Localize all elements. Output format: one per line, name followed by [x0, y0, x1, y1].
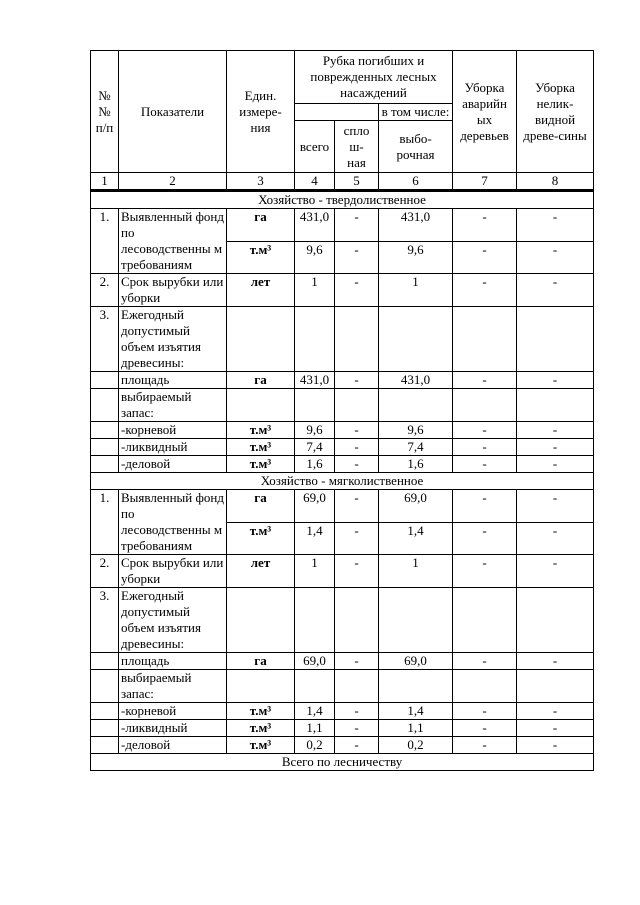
cell-clear-cut [335, 389, 379, 422]
cell-selective [379, 307, 453, 372]
section-title: Хозяйство - мягколиственное [91, 473, 594, 490]
header-selective: выбо- рочная [379, 121, 453, 173]
cell-illiquid [517, 307, 594, 372]
table-row [91, 307, 594, 372]
cell-illiquid: - [517, 653, 594, 670]
cell-row-number: 1. [91, 490, 119, 555]
cell-unit: т.м³ [227, 720, 295, 737]
cell-unit [227, 588, 295, 653]
cell-clear-cut: - [335, 439, 379, 456]
cell-emergency: - [453, 737, 517, 754]
cell-illiquid: - [517, 737, 594, 754]
cell-row-number: 3. [91, 588, 119, 653]
cell-unit: т.м³ [227, 703, 295, 720]
cell-row-number [91, 720, 119, 737]
cell-emergency: - [453, 456, 517, 473]
cell-row-number [91, 372, 119, 389]
column-number: 1 [91, 173, 119, 191]
cell-total: 9,6 [295, 422, 335, 439]
cell-total [295, 588, 335, 653]
column-number: 4 [295, 173, 335, 191]
cell-indicator: площадь [119, 653, 227, 670]
cell-total: 431,0 [295, 209, 335, 242]
header-row-number: № № п/п [91, 51, 119, 173]
cell-indicator: -ликвидный [119, 439, 227, 456]
table-row [91, 209, 594, 242]
cell-illiquid: - [517, 439, 594, 456]
cell-selective: 9,6 [379, 422, 453, 439]
header-unit: Един. измере- ния [227, 51, 295, 173]
table-row [91, 422, 594, 439]
cell-clear-cut [335, 670, 379, 703]
cell-emergency: - [453, 274, 517, 307]
cell-clear-cut: - [335, 653, 379, 670]
cell-unit: т.м³ [227, 439, 295, 456]
table-row [91, 670, 594, 703]
cell-illiquid [517, 588, 594, 653]
cell-unit: т.м³ [227, 456, 295, 473]
cell-indicator: площадь [119, 372, 227, 389]
cell-illiquid: - [517, 209, 594, 242]
cell-selective: 69,0 [379, 653, 453, 670]
section-title: Хозяйство - твердолиственное [91, 191, 594, 209]
cell-unit: га [227, 490, 295, 523]
header-illiquid-wood-cleanup: Уборка нелик-видной древе-сины [517, 51, 594, 173]
cell-unit: т.м³ [227, 422, 295, 439]
cell-indicator: выбираемый запас: [119, 389, 227, 422]
cell-total [295, 670, 335, 703]
cell-row-number [91, 456, 119, 473]
cell-indicator: Срок вырубки или уборки [119, 555, 227, 588]
cell-indicator: Выявленный фонд по лесоводственны м требованиям [119, 490, 227, 555]
cell-selective [379, 670, 453, 703]
cell-unit: га [227, 653, 295, 670]
header-indicators: Показатели [119, 51, 227, 173]
cell-illiquid: - [517, 422, 594, 439]
cell-total: 1,1 [295, 720, 335, 737]
timber-harvest-table [90, 50, 594, 771]
cell-clear-cut: - [335, 555, 379, 588]
cell-clear-cut: - [335, 209, 379, 242]
table-row [91, 555, 594, 588]
cell-row-number [91, 653, 119, 670]
header-total: всего [295, 121, 335, 173]
cell-clear-cut: - [335, 720, 379, 737]
table-row [91, 737, 594, 754]
cell-row-number: 1. [91, 209, 119, 274]
cell-indicator: -корневой [119, 703, 227, 720]
cell-indicator: -деловой [119, 456, 227, 473]
cell-indicator: -деловой [119, 737, 227, 754]
footer-title: Всего по лесничеству [91, 754, 594, 771]
cell-indicator: Ежегодный допустимый объем изъятия древесины: [119, 588, 227, 653]
cell-row-number [91, 389, 119, 422]
cell-illiquid: - [517, 720, 594, 737]
cell-clear-cut: - [335, 274, 379, 307]
cell-selective: 431,0 [379, 372, 453, 389]
cell-emergency [453, 670, 517, 703]
cell-emergency [453, 588, 517, 653]
cell-selective [379, 588, 453, 653]
cell-emergency [453, 389, 517, 422]
cell-emergency: - [453, 439, 517, 456]
cell-emergency: - [453, 209, 517, 242]
cell-total: 1,6 [295, 456, 335, 473]
table-row [91, 490, 594, 523]
cell-illiquid: - [517, 372, 594, 389]
cell-selective: 1,1 [379, 720, 453, 737]
cell-emergency: - [453, 703, 517, 720]
column-number: 2 [119, 173, 227, 191]
cell-row-number [91, 439, 119, 456]
header-spacer [295, 104, 379, 121]
column-number: 8 [517, 173, 594, 191]
cell-selective: 1,4 [379, 703, 453, 720]
header-emergency-trees-cleanup: Уборка аварийн ых деревьев [453, 51, 517, 173]
cell-clear-cut [335, 588, 379, 653]
cell-indicator: -корневой [119, 422, 227, 439]
cell-selective: 1,6 [379, 456, 453, 473]
cell-illiquid: - [517, 522, 594, 555]
cell-illiquid: - [517, 703, 594, 720]
cell-selective [379, 389, 453, 422]
cell-indicator: Выявленный фонд по лесоводственны м требованиям [119, 209, 227, 274]
cell-emergency: - [453, 372, 517, 389]
cell-unit: га [227, 209, 295, 242]
cell-selective: 1 [379, 555, 453, 588]
cell-unit: т.м³ [227, 737, 295, 754]
cell-selective: 1 [379, 274, 453, 307]
cell-total: 1 [295, 555, 335, 588]
cell-emergency: - [453, 653, 517, 670]
cell-row-number [91, 670, 119, 703]
cell-clear-cut: - [335, 703, 379, 720]
table-row [91, 173, 594, 191]
cell-illiquid: - [517, 555, 594, 588]
cell-clear-cut: - [335, 490, 379, 523]
cell-unit: т.м³ [227, 522, 295, 555]
cell-illiquid: - [517, 490, 594, 523]
cell-unit [227, 670, 295, 703]
cell-emergency: - [453, 490, 517, 523]
table-row [91, 720, 594, 737]
cell-illiquid: - [517, 456, 594, 473]
cell-selective: 69,0 [379, 490, 453, 523]
table-row [91, 754, 594, 771]
table-row [91, 456, 594, 473]
cell-row-number: 2. [91, 274, 119, 307]
table-row [91, 274, 594, 307]
cell-total: 1 [295, 274, 335, 307]
column-number: 6 [379, 173, 453, 191]
cell-illiquid: - [517, 241, 594, 274]
cell-selective: 1,4 [379, 522, 453, 555]
cell-illiquid [517, 670, 594, 703]
cell-clear-cut: - [335, 241, 379, 274]
column-number: 3 [227, 173, 295, 191]
cell-emergency: - [453, 241, 517, 274]
table-row [91, 191, 594, 209]
cell-clear-cut: - [335, 522, 379, 555]
cell-total: 7,4 [295, 439, 335, 456]
cell-row-number: 2. [91, 555, 119, 588]
cell-illiquid: - [517, 274, 594, 307]
cell-emergency: - [453, 555, 517, 588]
cell-clear-cut: - [335, 456, 379, 473]
column-number: 7 [453, 173, 517, 191]
cell-clear-cut: - [335, 422, 379, 439]
cell-indicator: -ликвидный [119, 720, 227, 737]
cell-indicator: выбираемый запас: [119, 670, 227, 703]
cell-total: 1,4 [295, 522, 335, 555]
cell-clear-cut: - [335, 737, 379, 754]
cell-total: 0,2 [295, 737, 335, 754]
column-number: 5 [335, 173, 379, 191]
cell-row-number [91, 422, 119, 439]
cell-unit: лет [227, 555, 295, 588]
cell-selective: 7,4 [379, 439, 453, 456]
cell-unit [227, 389, 295, 422]
cell-row-number [91, 703, 119, 720]
cell-row-number [91, 737, 119, 754]
cell-total: 1,4 [295, 703, 335, 720]
cell-indicator: Срок вырубки или уборки [119, 274, 227, 307]
cell-selective: 9,6 [379, 241, 453, 274]
table-row [91, 653, 594, 670]
cell-emergency: - [453, 720, 517, 737]
cell-clear-cut [335, 307, 379, 372]
table-row [91, 588, 594, 653]
cell-total [295, 307, 335, 372]
cell-indicator: Ежегодный допустимый объем изъятия древесины: [119, 307, 227, 372]
header-dead-damaged-felling: Рубка погибших и поврежденных лесных насаждений [295, 51, 453, 104]
table-row [91, 372, 594, 389]
cell-total: 431,0 [295, 372, 335, 389]
cell-clear-cut: - [335, 372, 379, 389]
cell-emergency [453, 307, 517, 372]
cell-emergency: - [453, 522, 517, 555]
table-row [91, 703, 594, 720]
table-row [91, 389, 594, 422]
cell-total: 69,0 [295, 490, 335, 523]
cell-total [295, 389, 335, 422]
cell-unit: т.м³ [227, 241, 295, 274]
cell-emergency: - [453, 422, 517, 439]
table-row [91, 439, 594, 456]
cell-selective: 431,0 [379, 209, 453, 242]
cell-selective: 0,2 [379, 737, 453, 754]
cell-illiquid [517, 389, 594, 422]
cell-unit: га [227, 372, 295, 389]
cell-unit [227, 307, 295, 372]
cell-row-number: 3. [91, 307, 119, 372]
header-including: в том числе: [379, 104, 453, 121]
table-row [91, 473, 594, 490]
cell-total: 69,0 [295, 653, 335, 670]
cell-total: 9,6 [295, 241, 335, 274]
header-clear-cut: спло ш- ная [335, 121, 379, 173]
cell-unit: лет [227, 274, 295, 307]
